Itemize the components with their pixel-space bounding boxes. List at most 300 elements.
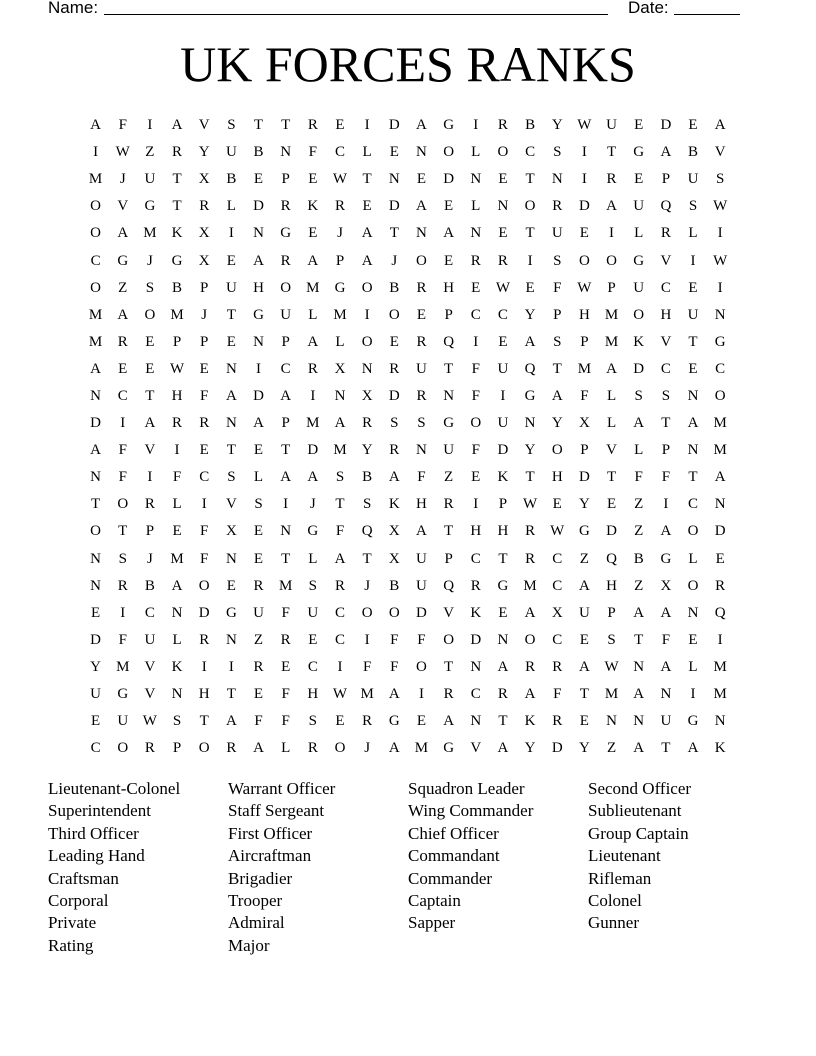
grid-letter[interactable]: V [144,658,156,675]
grid-letter[interactable]: W [713,252,728,269]
grid-letter[interactable]: E [199,442,209,459]
grid-letter[interactable]: F [118,442,127,459]
grid-letter[interactable]: U [633,198,645,215]
grid-letter[interactable]: H [307,686,319,703]
grid-letter[interactable]: I [581,171,587,188]
grid-letter[interactable]: F [553,279,562,296]
grid-letter[interactable]: T [634,631,644,648]
grid-letter[interactable]: L [471,144,481,161]
grid-letter[interactable]: X [198,225,210,242]
grid-letter[interactable]: T [579,686,589,703]
grid-letter[interactable]: E [444,252,454,269]
grid-letter[interactable]: E [335,713,345,730]
grid-letter[interactable]: O [714,387,726,404]
grid-letter[interactable]: E [308,171,318,188]
grid-letter[interactable]: H [497,523,509,540]
grid-letter[interactable]: R [144,496,155,513]
grid-letter[interactable]: S [362,496,372,513]
grid-letter[interactable]: D [578,198,590,215]
grid-letter[interactable]: S [335,469,345,486]
grid-letter[interactable]: M [713,442,727,459]
grid-letter[interactable]: B [226,171,237,188]
grid-letter[interactable]: B [633,550,644,567]
grid-letter[interactable]: A [171,577,183,594]
grid-letter[interactable]: I [609,225,615,242]
grid-letter[interactable]: G [388,713,400,730]
grid-letter[interactable]: A [416,117,427,134]
grid-letter[interactable]: T [172,198,182,215]
grid-letter[interactable]: N [497,198,509,215]
grid-letter[interactable]: N [171,604,183,621]
grid-letter[interactable]: S [553,333,562,350]
grid-letter[interactable]: S [254,496,263,513]
grid-letter[interactable]: P [200,333,209,350]
grid-letter[interactable]: I [120,604,126,621]
grid-letter[interactable]: L [253,469,264,486]
grid-letter[interactable]: N [90,469,101,486]
grid-letter[interactable]: O [470,415,482,432]
grid-letter[interactable]: U [606,117,617,134]
grid-letter[interactable]: E [226,577,236,594]
grid-letter[interactable]: I [228,225,234,242]
grid-letter[interactable]: X [578,415,590,432]
grid-letter[interactable]: H [470,523,482,540]
grid-letter[interactable]: E [416,171,427,188]
grid-letter[interactable]: O [388,604,400,621]
grid-letter[interactable]: A [551,387,563,404]
grid-letter[interactable]: P [172,333,182,350]
grid-letter[interactable]: P [281,171,290,188]
grid-letter[interactable]: Z [634,523,644,540]
grid-letter[interactable]: E [389,333,399,350]
grid-letter[interactable]: G [714,333,726,350]
grid-letter[interactable]: R [362,415,373,432]
grid-letter[interactable]: E [172,523,182,540]
grid-letter[interactable]: S [227,469,236,486]
grid-letter[interactable]: R [715,577,726,594]
grid-letter[interactable]: N [606,713,617,730]
grid-letter[interactable]: M [306,279,320,296]
grid-letter[interactable]: S [118,550,127,567]
grid-letter[interactable]: H [416,496,427,513]
grid-letter[interactable]: F [200,550,209,567]
grid-letter[interactable]: A [334,415,346,432]
grid-letter[interactable]: N [280,144,292,161]
grid-letter[interactable]: P [444,306,453,323]
grid-letter[interactable]: F [417,631,426,648]
grid-letter[interactable]: O [416,658,427,675]
grid-letter[interactable]: G [334,279,346,296]
grid-letter[interactable]: I [310,387,316,404]
grid-letter[interactable]: C [334,604,345,621]
grid-letter[interactable]: J [391,252,398,269]
grid-letter[interactable]: I [337,658,343,675]
grid-letter[interactable]: Z [145,144,155,161]
grid-letter[interactable]: U [416,360,427,377]
grid-letter[interactable]: M [414,740,429,757]
grid-letter[interactable]: A [388,469,400,486]
grid-letter[interactable]: Z [634,496,644,513]
grid-letter[interactable]: V [606,442,617,459]
grid-letter[interactable]: A [225,713,237,730]
grid-letter[interactable]: R [226,740,237,757]
grid-letter[interactable]: I [364,117,370,134]
grid-letter[interactable]: A [361,252,373,269]
grid-letter[interactable]: F [553,686,562,703]
grid-letter[interactable]: K [171,225,183,242]
grid-letter[interactable]: L [335,333,345,350]
grid-letter[interactable]: R [606,171,617,188]
grid-letter[interactable]: N [90,577,101,594]
grid-letter[interactable]: N [90,550,101,567]
grid-letter[interactable]: N [90,387,101,404]
grid-letter[interactable]: T [199,713,209,730]
grid-letter[interactable]: T [226,686,236,703]
grid-letter[interactable]: B [525,117,536,134]
grid-letter[interactable]: B [688,144,699,161]
grid-letter[interactable]: E [253,523,264,540]
grid-letter[interactable]: A [660,658,672,675]
grid-letter[interactable]: E [253,171,264,188]
grid-letter[interactable]: D [578,469,590,486]
grid-letter[interactable]: M [88,306,103,323]
grid-letter[interactable]: P [498,496,508,513]
grid-letter[interactable]: E [579,713,589,730]
grid-letter[interactable]: S [227,117,236,134]
grid-letter[interactable]: U [416,550,427,567]
grid-letter[interactable]: P [444,550,453,567]
grid-letter[interactable]: A [714,469,726,486]
date-field-line[interactable] [674,14,740,15]
grid-letter[interactable]: I [581,144,587,161]
grid-letter[interactable]: N [416,144,427,161]
grid-letter[interactable]: M [577,360,592,377]
grid-letter[interactable]: T [118,523,128,540]
grid-letter[interactable]: D [416,604,427,621]
grid-letter[interactable]: S [607,631,616,648]
grid-letter[interactable]: T [498,550,508,567]
grid-letter[interactable]: C [334,631,345,648]
grid-letter[interactable]: N [225,360,237,377]
grid-letter[interactable]: C [334,144,345,161]
grid-letter[interactable]: A [225,387,237,404]
grid-letter[interactable]: I [283,496,289,513]
grid-letter[interactable]: U [687,306,699,323]
grid-letter[interactable]: C [660,279,671,296]
grid-letter[interactable]: C [552,577,563,594]
grid-letter[interactable]: U [307,604,319,621]
grid-letter[interactable]: P [281,333,290,350]
grid-letter[interactable]: R [117,333,128,350]
grid-letter[interactable]: Q [443,577,455,594]
grid-letter[interactable]: D [714,523,726,540]
grid-letter[interactable]: C [715,360,726,377]
grid-letter[interactable]: Q [524,360,536,377]
grid-letter[interactable]: D [660,117,672,134]
grid-letter[interactable]: N [470,658,482,675]
grid-letter[interactable]: N [334,387,346,404]
grid-letter[interactable]: C [144,604,155,621]
grid-letter[interactable]: J [146,550,153,567]
grid-letter[interactable]: A [660,604,672,621]
grid-letter[interactable]: Q [714,604,726,621]
grid-letter[interactable]: E [389,144,399,161]
grid-letter[interactable]: J [119,171,126,188]
grid-letter[interactable]: L [688,550,698,567]
grid-letter[interactable]: F [118,469,127,486]
grid-letter[interactable]: C [470,550,481,567]
grid-letter[interactable]: O [144,306,156,323]
grid-letter[interactable]: R [199,631,210,648]
grid-letter[interactable]: D [443,171,455,188]
grid-letter[interactable]: F [281,604,290,621]
grid-letter[interactable]: N [687,387,699,404]
grid-letter[interactable]: C [117,387,128,404]
grid-letter[interactable]: I [717,279,723,296]
grid-letter[interactable]: O [416,252,427,269]
grid-letter[interactable]: J [364,577,371,594]
grid-letter[interactable]: Y [198,144,210,161]
grid-letter[interactable]: A [280,387,292,404]
grid-letter[interactable]: A [443,713,455,730]
grid-letter[interactable]: P [172,740,182,757]
grid-letter[interactable]: V [443,604,455,621]
grid-letter[interactable]: R [172,415,183,432]
grid-letter[interactable]: A [660,523,672,540]
grid-letter[interactable]: K [497,469,509,486]
grid-letter[interactable]: T [145,387,155,404]
grid-letter[interactable]: T [525,171,535,188]
grid-letter[interactable]: R [199,198,210,215]
grid-letter[interactable]: T [606,144,617,161]
grid-letter[interactable]: A [497,740,509,757]
grid-letter[interactable]: R [525,658,536,675]
grid-letter[interactable]: R [362,713,373,730]
grid-letter[interactable]: F [417,469,426,486]
grid-letter[interactable]: A [280,469,292,486]
grid-letter[interactable]: C [307,658,318,675]
grid-letter[interactable]: D [388,387,400,404]
grid-letter[interactable]: R [334,577,345,594]
grid-letter[interactable]: A [497,658,509,675]
grid-letter[interactable]: C [660,360,671,377]
grid-letter[interactable]: X [660,577,672,594]
grid-letter[interactable]: X [198,171,210,188]
grid-letter[interactable]: J [309,496,316,513]
grid-letter[interactable]: R [470,577,481,594]
grid-letter[interactable]: E [90,604,101,621]
grid-letter[interactable]: A [633,604,645,621]
grid-letter[interactable]: U [687,171,699,188]
grid-letter[interactable]: A [307,469,319,486]
grid-letter[interactable]: K [633,333,645,350]
grid-letter[interactable]: S [390,415,399,432]
grid-letter[interactable]: N [225,550,237,567]
grid-letter[interactable]: S [634,387,643,404]
grid-letter[interactable]: F [634,469,643,486]
grid-letter[interactable]: Z [606,740,617,757]
grid-letter[interactable]: A [443,225,455,242]
grid-letter[interactable]: R [117,577,128,594]
grid-letter[interactable]: A [388,686,400,703]
grid-letter[interactable]: A [117,225,129,242]
grid-letter[interactable]: I [201,658,207,675]
grid-letter[interactable]: I [93,144,99,161]
grid-letter[interactable]: M [170,306,184,323]
grid-letter[interactable]: F [118,117,127,134]
grid-letter[interactable]: T [389,225,399,242]
grid-letter[interactable]: X [388,523,400,540]
grid-letter[interactable]: Z [444,469,454,486]
grid-letter[interactable]: K [307,198,319,215]
grid-letter[interactable]: N [280,523,292,540]
grid-letter[interactable]: M [604,306,619,323]
grid-letter[interactable]: L [606,415,617,432]
grid-letter[interactable]: U [497,360,509,377]
grid-letter[interactable]: O [90,225,101,242]
grid-letter[interactable]: V [144,442,156,459]
grid-letter[interactable]: S [308,713,317,730]
grid-letter[interactable]: A [416,523,427,540]
grid-letter[interactable]: L [308,550,318,567]
grid-letter[interactable]: R [253,658,264,675]
grid-letter[interactable]: A [660,144,672,161]
grid-letter[interactable]: R [552,198,563,215]
grid-letter[interactable]: V [198,117,210,134]
grid-letter[interactable]: G [443,415,455,432]
grid-letter[interactable]: A [606,360,617,377]
grid-letter[interactable]: T [362,550,372,567]
grid-letter[interactable]: U [578,604,590,621]
grid-letter[interactable]: M [333,442,347,459]
grid-letter[interactable]: E [579,631,589,648]
grid-letter[interactable]: A [524,686,536,703]
grid-letter[interactable]: C [552,550,563,567]
grid-letter[interactable]: Y [361,442,373,459]
grid-letter[interactable]: X [551,604,563,621]
grid-letter[interactable]: G [225,604,237,621]
grid-letter[interactable]: N [470,713,482,730]
grid-letter[interactable]: I [717,631,723,648]
grid-letter[interactable]: U [225,144,237,161]
grid-letter[interactable]: E [253,550,264,567]
grid-letter[interactable]: W [332,171,348,188]
grid-letter[interactable]: D [253,387,264,404]
grid-letter[interactable]: F [281,686,290,703]
grid-letter[interactable]: E [308,225,318,242]
grid-letter[interactable]: A [606,198,617,215]
grid-letter[interactable]: I [473,117,479,134]
grid-letter[interactable]: B [389,279,400,296]
grid-letter[interactable]: R [307,740,318,757]
grid-letter[interactable]: I [500,387,506,404]
grid-letter[interactable]: E [145,333,155,350]
grid-letter[interactable]: A [388,740,400,757]
grid-letter[interactable]: T [444,523,454,540]
grid-letter[interactable]: U [633,279,645,296]
grid-letter[interactable]: E [444,198,454,215]
grid-letter[interactable]: S [145,279,155,296]
grid-letter[interactable]: R [443,496,454,513]
grid-letter[interactable]: W [577,117,592,134]
grid-letter[interactable]: R [144,740,155,757]
grid-letter[interactable]: Z [634,577,644,594]
grid-letter[interactable]: P [607,604,616,621]
grid-letter[interactable]: E [416,713,427,730]
grid-letter[interactable]: G [633,144,645,161]
grid-letter[interactable]: X [198,252,210,269]
grid-letter[interactable]: A [90,117,101,134]
grid-letter[interactable]: F [335,523,345,540]
grid-letter[interactable]: N [660,686,672,703]
grid-letter[interactable]: P [145,523,155,540]
grid-letter[interactable]: P [661,171,671,188]
grid-letter[interactable]: V [225,496,237,513]
grid-letter[interactable]: E [199,360,209,377]
grid-letter[interactable]: A [416,198,427,215]
grid-letter[interactable]: I [201,496,207,513]
grid-letter[interactable]: A [117,306,129,323]
grid-letter[interactable]: E [606,496,617,513]
grid-letter[interactable]: R [199,415,210,432]
grid-letter[interactable]: Y [524,740,536,757]
grid-letter[interactable]: L [172,631,182,648]
grid-letter[interactable]: L [634,225,644,242]
grid-letter[interactable]: R [525,523,536,540]
grid-letter[interactable]: L [688,225,698,242]
grid-letter[interactable]: A [578,658,590,675]
grid-letter[interactable]: N [714,306,726,323]
grid-letter[interactable]: I [364,306,370,323]
grid-letter[interactable]: U [443,442,455,459]
grid-letter[interactable]: B [253,144,264,161]
grid-letter[interactable]: F [118,631,127,648]
grid-letter[interactable]: R [307,117,318,134]
grid-letter[interactable]: T [172,171,182,188]
grid-letter[interactable]: O [117,740,129,757]
grid-letter[interactable]: M [116,658,130,675]
grid-letter[interactable]: D [90,415,101,432]
grid-letter[interactable]: G [443,117,455,134]
grid-letter[interactable]: G [280,225,292,242]
grid-letter[interactable]: U [144,631,156,648]
grid-letter[interactable]: O [280,279,292,296]
grid-letter[interactable]: T [335,496,345,513]
grid-letter[interactable]: T [444,360,454,377]
grid-letter[interactable]: Q [606,550,617,567]
grid-letter[interactable]: U [416,577,427,594]
grid-letter[interactable]: P [661,442,671,459]
grid-letter[interactable]: L [688,658,698,675]
grid-letter[interactable]: N [171,686,183,703]
grid-letter[interactable]: U [551,225,563,242]
grid-letter[interactable]: J [337,225,343,242]
grid-letter[interactable]: G [497,577,509,594]
grid-letter[interactable]: D [253,198,264,215]
grid-letter[interactable]: Y [90,658,101,675]
grid-letter[interactable]: O [117,496,129,513]
grid-letter[interactable]: E [145,360,155,377]
grid-letter[interactable]: T [226,306,236,323]
grid-letter[interactable]: A [361,225,373,242]
grid-letter[interactable]: U [497,415,509,432]
grid-letter[interactable]: R [552,658,563,675]
grid-letter[interactable]: Y [551,117,563,134]
grid-letter[interactable]: H [443,279,455,296]
grid-letter[interactable]: A [307,252,319,269]
grid-letter[interactable]: G [144,198,156,215]
grid-letter[interactable]: O [388,306,400,323]
